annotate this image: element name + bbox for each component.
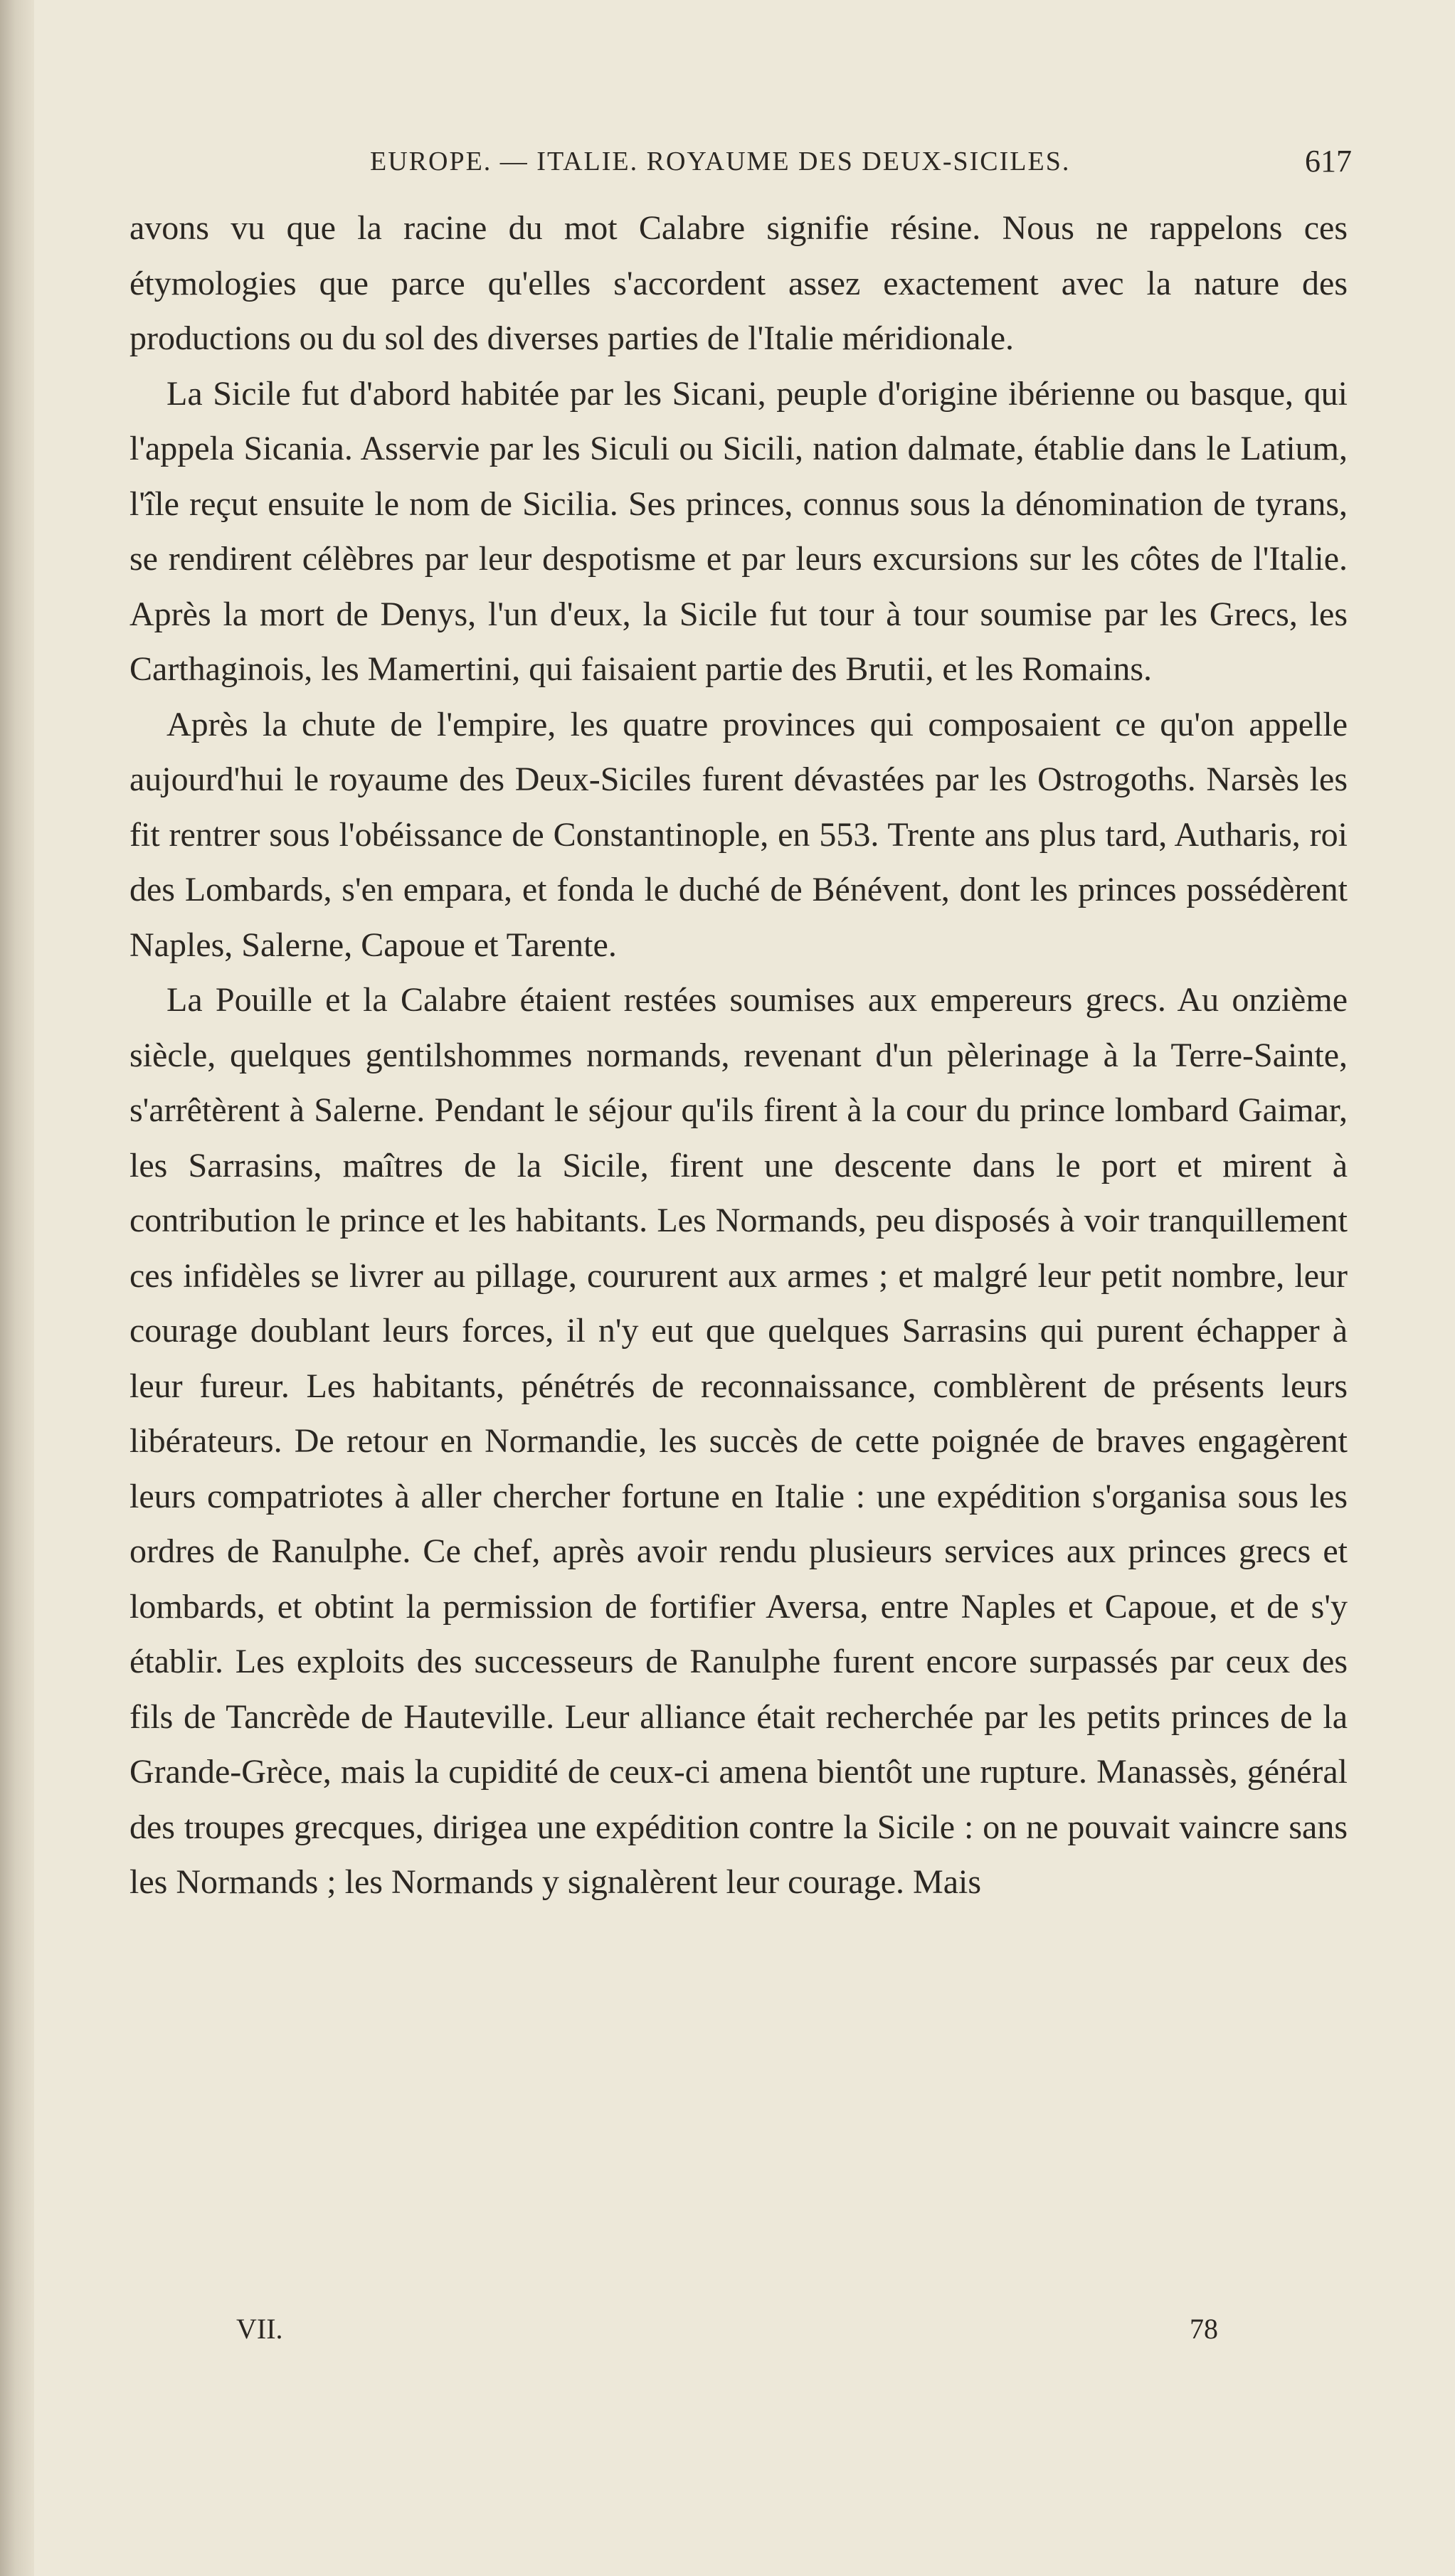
paragraph-4: La Pouille et la Calabre étaient restées soumises aux empereurs grecs. Au onzième siècle, quelques gentilshommes normands, revenant d'un pèlerinage à la Terre-Sainte, s'arrêtèrent à Salerne. Pendant le séjour qu'ils firent à la cour du prince lombard Gaimar, les Sarrasins, maîtres de la Sicile, firent une descente dans le port et mirent à contribution le prince et les habitants. Les Normands, peu disposés à voir tranquillement ces infidèles se livrer au pillage, coururent aux armes ; et malgré leur petit nombre, leur courage doublant leurs forces, il n'y eut que quelques Sarrasins qui purent échapper à leur fureur. Les habitants, pénétrés de reconnaissance, comblèrent de présents leurs libérateurs. De retour en Normandie, les succès de cette poignée de braves engagèrent leurs compatriotes à aller chercher fortune en Italie : une expédition s'organisa sous les ordres de Ranulphe. Ce chef, après avoir rendu plusieurs services aux princes grecs et lombards, et obtint la permission de fortifier Aversa, entre Naples et Capoue, et de s'y établir. Les exploits des successeurs de Ranulphe furent encore surpassés par ceux des fils de Tancrède de Hauteville. Leur alliance était recherchée par les petits princes de la Grande-Grèce, mais la cupidité de ceux-ci amena bientôt une rupture. Manassès, général des troupes grecques, dirigea une expédition contre la Sicile : on ne pouvait vaincre sans les Normands ; les Normands y signalèrent leur courage. Mais bbox=[129, 981, 1348, 1901]
running-head bbox=[128, 146, 1352, 189]
signature-mark: VII. bbox=[236, 2313, 283, 2345]
page-number: 617 bbox=[1305, 144, 1352, 179]
paragraph-2: La Sicile fut d'abord habitée par les Sicani, peuple d'origine ibérienne ou basque, qui l'appela Sicania. Asservie par les Siculi ou Sicili, nation dalmate, établie dans le Latium, l'île reçut ensuite le nom de Sicilia. Ses princes, connus sous la dénomination de tyrans, se rendirent célèbres par leur despotisme et par leurs excursions sur les côtes de l'Italie. Après la mort de Denys, l'un d'eux, la Sicile fut tour à tour soumise par les Grecs, les Carthaginois, les Mamertini, qui faisaient partie des Brutii, et les Romains. bbox=[129, 374, 1348, 688]
body-text bbox=[129, 201, 1348, 1910]
running-head-title: EUROPE. — ITALIE. ROYAUME DES DEUX-SICILES. bbox=[370, 147, 1071, 176]
paragraph-3: Après la chute de l'empire, les quatre provinces qui composaient ce qu'on appelle aujourd'hui le royaume des Deux-Siciles furent dévastées par les Ostrogoths. Narsès les fit rentrer sous l'obéissance de Constantinople, en 553. Trente ans plus tard, Autharis, roi des Lombards, s'en empara, et fonda le duché de Bénévent, dont les princes possédèrent Naples, Salerne, Capoue et Tarente. bbox=[129, 705, 1348, 964]
paragraph-1: avons vu que la racine du mot Calabre signifie résine. Nous ne rappelons ces étymologies que parce qu'elles s'accordent assez exactement avec la nature des productions ou du sol des diverses parties de l'Italie méridionale. bbox=[129, 209, 1348, 357]
page-footer bbox=[236, 2312, 1218, 2355]
sheet-number: 78 bbox=[1190, 2313, 1218, 2345]
